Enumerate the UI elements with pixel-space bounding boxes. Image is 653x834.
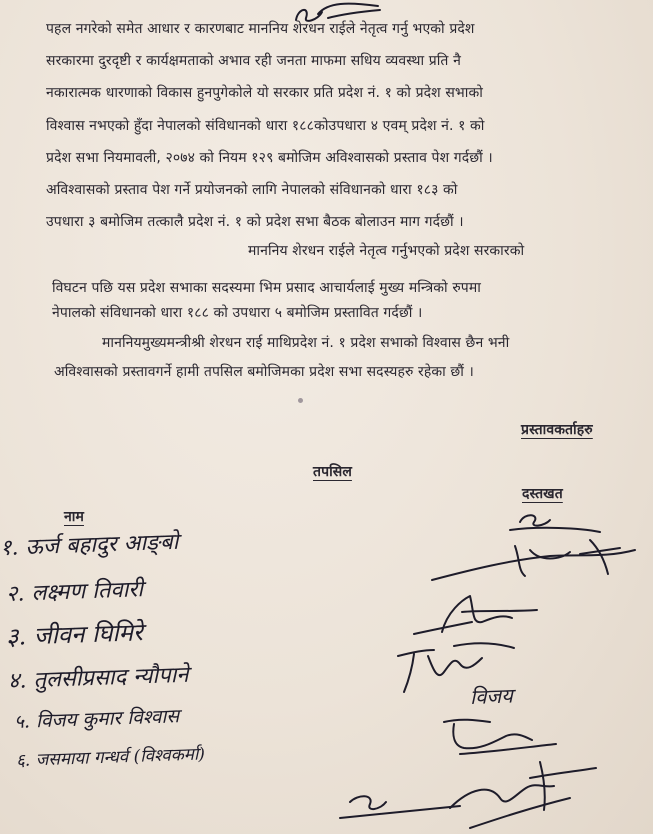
proposers-label: प्रस्तावकर्ताहरु <box>521 422 593 438</box>
member-name-2: २. लक्ष्मण तिवारी <box>5 577 144 607</box>
signature-1 <box>430 510 645 585</box>
member-name-6: ६. जसमाया गन्धर्व (विश्वकर्मा) <box>15 744 206 771</box>
paragraph-line-3: नकारात्मक धारणाको विकास हुनपुगेकोले यो सरकार प्रति प्रदेश नं. १ को प्रदेश सभाको <box>46 85 483 101</box>
member-name-1: १. ऊर्ज बहादुर आङ्‌बो <box>0 529 179 561</box>
signature-2 <box>412 592 542 642</box>
paragraph-line-6: अविश्वासको प्रस्ताव पेश गर्ने प्रयोजनको लागि नेपालको संविधानको धारा १८३ को <box>46 182 458 198</box>
annex-label: तपसिल <box>313 464 352 480</box>
paragraph-line-10: नेपालको संविधानको धारा १८८ को उपधारा ५ बमोजिम प्रस्तावित गर्दछौं । <box>52 305 423 321</box>
member-name-4: ४. तुलसीप्रसाद न्यौपाने <box>7 662 189 694</box>
signature-6 <box>330 758 630 834</box>
paragraph-line-1: पहल नगरेको समेत आधार र कारणबाट माननिय शेरधन राईले नेतृत्व गर्नु भएको प्रदेश <box>46 21 475 37</box>
paragraph-line-8: माननिय शेरधन राईले नेतृत्व गर्नुभएको प्रदेश सरकारको <box>248 243 525 259</box>
member-name-3: ३. जीवन घिमिरे <box>5 618 144 651</box>
paragraph-line-9: विघटन पछि यस प्रदेश सभाका सदस्यमा भिम प्रसाद आचार्यलाई मुख्य मन्त्रिको रुपमा <box>52 280 481 296</box>
paragraph-line-5: प्रदेश सभा नियमावली, २०७४ को नियम १२९ बमोजिम अविश्वासको प्रस्ताव पेश गर्दछौं । <box>46 150 493 166</box>
paragraph-line-12: अविश्वासको प्रस्तावगर्ने हामी तपसिल बमोजिमका प्रदेश सभा सदस्यहरु रहेका छौं । <box>54 364 474 380</box>
ink-smudge <box>298 398 303 403</box>
paragraph-line-7: उपधारा ३ बमोजिम तत्कालै प्रदेश नं. १ को प्रदेश सभा बैठक बोलाउन माग गर्दछौं । <box>46 214 464 230</box>
member-name-5: ५. विजय कुमार विश्वास <box>13 705 180 733</box>
signature-4: विजय <box>469 683 514 709</box>
name-column-header: नाम <box>64 509 84 525</box>
signature-column-header: दस्तखत <box>522 486 563 502</box>
paragraph-line-4: विश्वास नभएको हुँदा नेपालको संविधानको धारा १८८कोउपधारा ४ एवम् प्रदेश नं. १ को <box>46 118 485 134</box>
paragraph-line-11: माननियमुख्यमन्त्रीश्री शेरधन राई माथिप्रदेश नं. १ प्रदेश सभाको विश्वास छैन भनी <box>102 335 510 351</box>
signature-5 <box>440 712 560 760</box>
paragraph-line-2: सरकारमा दुरदृष्टी र कार्यक्षमताको अभाव रही जनता माफमा सधिय व्यवस्था प्रति नै <box>46 53 461 69</box>
